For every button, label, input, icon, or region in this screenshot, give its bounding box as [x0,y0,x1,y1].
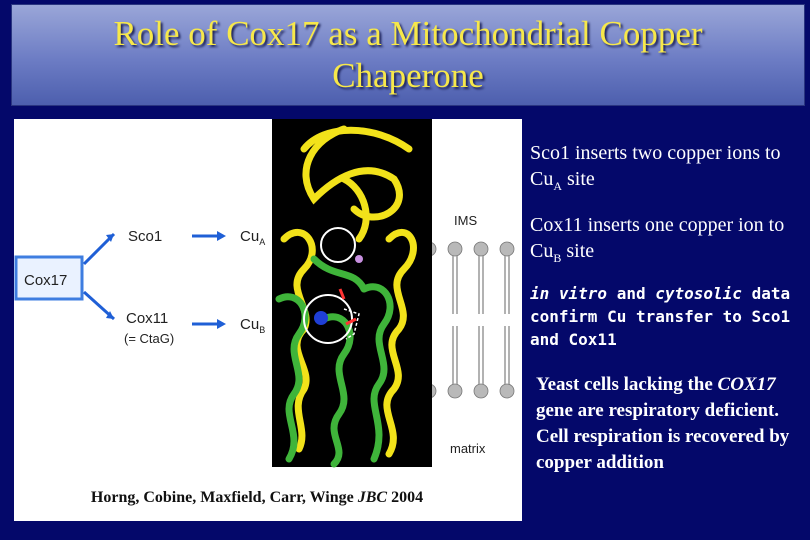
cox11-label: Cox11 [126,310,169,327]
lipid-bilayer [422,213,514,456]
title-banner [11,4,805,106]
protein-ribbons [272,119,432,467]
cua-sub: A [259,237,266,247]
sco1-label: Sco1 [128,228,163,245]
matrix-label: matrix [450,441,486,456]
ctag-label: (= CtaG) [124,331,175,346]
cox17-pathway-diagram [14,119,522,521]
slide-title-line-2: Chaperone [332,56,484,95]
invitro-bullet: in vitro and cytosolic data confirm Cu transfer to Sco1 and Cox11 [530,284,791,349]
svg-text:CuB [240,316,265,335]
yeast-bullet: Yeast cells lacking the COX17 gene are respiratory deficient. Cell respiration is recovered by copper addition [536,374,790,473]
cox17-label: Cox17 [24,272,68,289]
ims-label: IMS [454,213,478,228]
cub-label: Cu [240,316,260,333]
svg-text:CuA [240,228,265,247]
protein-figure [14,119,522,521]
figure-caption: Horng, Cobine, Maxfield, Carr, Winge JBC 2004 [90,489,424,506]
sco1-bullet: Sco1 inserts two copper ions to $Cu_A$ site [530,142,781,193]
cox11-bullet: Cox11 inserts one copper ion to $Cu_B$ site [530,214,785,265]
slide-title-line-1: Role of Cox17 as a Mitochondrial Copper [113,14,703,53]
cub-sub: B [259,325,266,335]
pathway-schematic [16,228,265,346]
cua-label: Cu [240,228,260,245]
